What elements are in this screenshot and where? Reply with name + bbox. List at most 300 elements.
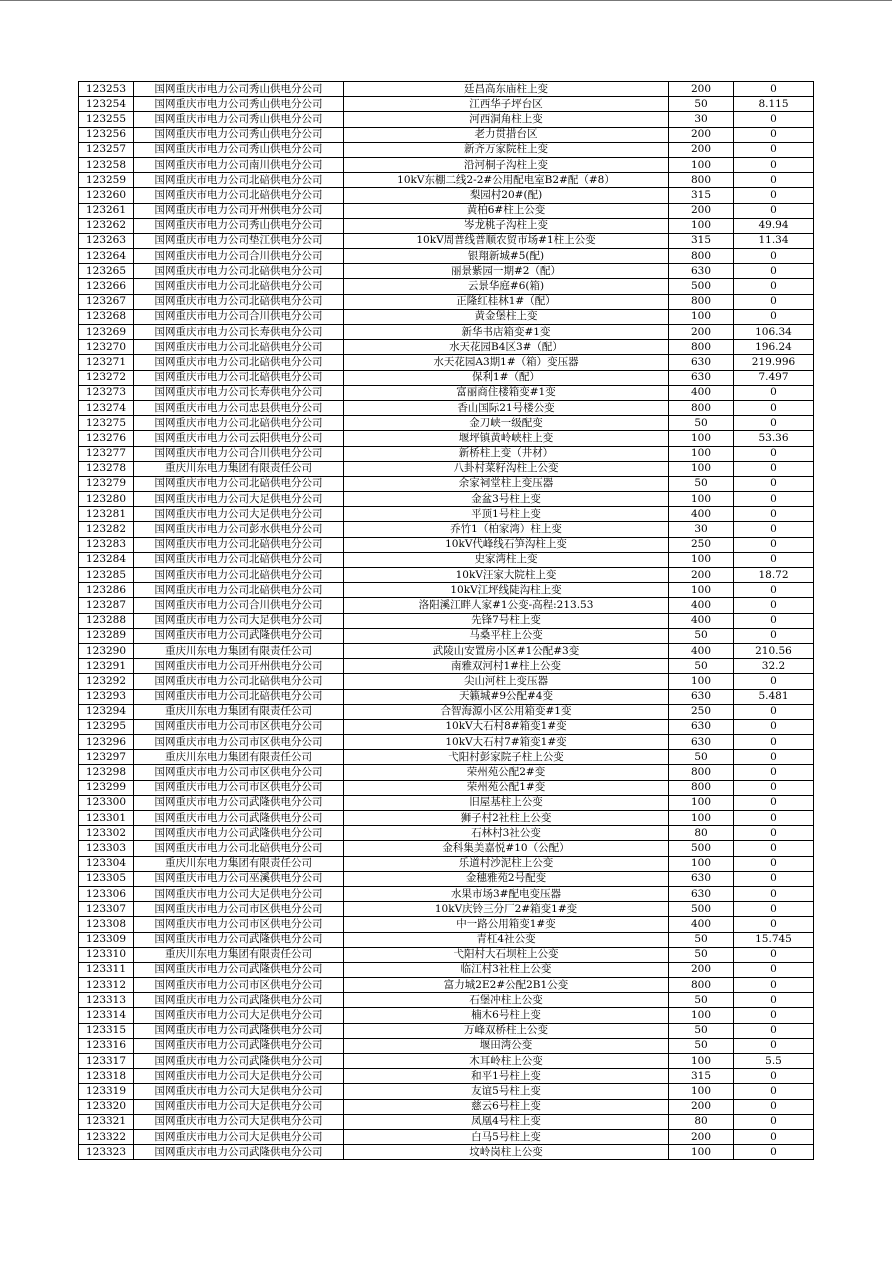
record-id-cell: 123259 [79, 173, 134, 188]
table-row [79, 719, 814, 734]
value-cell: 0 [734, 750, 814, 765]
company-cell: 国网重庆市电力公司北碚供电分公司 [134, 188, 344, 203]
table-row [79, 112, 814, 127]
company-cell: 国网重庆市电力公司北碚供电分公司 [134, 583, 344, 598]
value-cell: 0 [734, 1038, 814, 1053]
capacity-cell: 500 [669, 841, 734, 856]
record-id-cell: 123280 [79, 492, 134, 507]
transformer-name-cell: 丽景紫园一期#2（配） [344, 264, 669, 279]
table-body [79, 82, 814, 1160]
table-row [79, 978, 814, 993]
transformer-name-cell: 合智海源小区公用箱变#1变 [344, 704, 669, 719]
value-cell: 0 [734, 1008, 814, 1023]
record-id-cell: 123298 [79, 765, 134, 780]
record-id-cell: 123305 [79, 871, 134, 886]
transformer-name-cell: 岑龙桃子沟柱上变 [344, 218, 669, 233]
company-cell: 国网重庆市电力公司北碚供电分公司 [134, 674, 344, 689]
capacity-cell: 50 [669, 1023, 734, 1038]
table-row [79, 750, 814, 765]
value-cell: 0 [734, 993, 814, 1008]
transformer-name-cell: 老力贯措台区 [344, 127, 669, 142]
record-id-cell: 123313 [79, 993, 134, 1008]
value-cell: 0 [734, 279, 814, 294]
record-id-cell: 123262 [79, 218, 134, 233]
value-cell: 0 [734, 1069, 814, 1084]
table-row [79, 765, 814, 780]
value-cell: 0 [734, 82, 814, 97]
transformer-name-cell: 临江村3社柱上公变 [344, 962, 669, 977]
capacity-cell: 100 [669, 674, 734, 689]
transformer-name-cell: 史家湾柱上变 [344, 552, 669, 567]
company-cell: 国网重庆市电力公司秀山供电分公司 [134, 218, 344, 233]
capacity-cell: 500 [669, 279, 734, 294]
transformer-name-cell: 10kV江坪线陡沟柱上变 [344, 583, 669, 598]
transformer-name-cell: 坟岭岗柱上公变 [344, 1145, 669, 1160]
value-cell: 0 [734, 173, 814, 188]
capacity-cell: 630 [669, 355, 734, 370]
record-id-cell: 123272 [79, 370, 134, 385]
record-id-cell: 123265 [79, 264, 134, 279]
capacity-cell: 50 [669, 416, 734, 431]
table-row [79, 947, 814, 962]
value-cell: 0 [734, 978, 814, 993]
value-cell: 0 [734, 127, 814, 142]
record-id-cell: 123293 [79, 689, 134, 704]
company-cell: 国网重庆市电力公司武隆供电分公司 [134, 932, 344, 947]
value-cell: 15.745 [734, 932, 814, 947]
record-id-cell: 123282 [79, 522, 134, 537]
capacity-cell: 630 [669, 264, 734, 279]
table-row [79, 552, 814, 567]
value-cell: 196.24 [734, 340, 814, 355]
capacity-cell: 400 [669, 917, 734, 932]
transformer-name-cell: 云景华庭#6(箱) [344, 279, 669, 294]
value-cell: 0 [734, 309, 814, 324]
record-id-cell: 123316 [79, 1038, 134, 1053]
table-row [79, 674, 814, 689]
company-cell: 国网重庆市电力公司大足供电分公司 [134, 507, 344, 522]
company-cell: 国网重庆市电力公司秀山供电分公司 [134, 142, 344, 157]
capacity-cell: 800 [669, 400, 734, 415]
table-row [79, 218, 814, 233]
value-cell: 0 [734, 583, 814, 598]
table-row [79, 962, 814, 977]
company-cell: 国网重庆市电力公司大足供电分公司 [134, 492, 344, 507]
capacity-cell: 200 [669, 325, 734, 340]
transformer-name-cell: 河西洞角柱上变 [344, 112, 669, 127]
record-id-cell: 123302 [79, 826, 134, 841]
capacity-cell: 100 [669, 1145, 734, 1160]
transformer-name-cell: 凤凰4号柱上变 [344, 1114, 669, 1129]
transformer-name-cell: 梨园村20#(配) [344, 188, 669, 203]
capacity-cell: 200 [669, 82, 734, 97]
table-row [79, 993, 814, 1008]
table-row [79, 400, 814, 415]
transformer-name-cell: 弋阳村大石坝柱上公变 [344, 947, 669, 962]
transformer-name-cell: 青杠4社公变 [344, 932, 669, 947]
record-id-cell: 123276 [79, 431, 134, 446]
table-row [79, 583, 814, 598]
table-row [79, 841, 814, 856]
value-cell: 0 [734, 157, 814, 172]
record-id-cell: 123301 [79, 811, 134, 826]
transformer-name-cell: 堰坪镇黄岭峡柱上变 [344, 431, 669, 446]
company-cell: 国网重庆市电力公司北碚供电分公司 [134, 279, 344, 294]
transformer-name-cell: 平顶1号柱上变 [344, 507, 669, 522]
table-row [79, 1054, 814, 1069]
value-cell: 5.5 [734, 1054, 814, 1069]
company-cell: 国网重庆市电力公司武隆供电分公司 [134, 1054, 344, 1069]
value-cell: 0 [734, 203, 814, 218]
transformer-name-cell: 10kV周普线普顺农贸市场#1柱上公变 [344, 233, 669, 248]
value-cell: 32.2 [734, 659, 814, 674]
value-cell: 0 [734, 294, 814, 309]
record-id-cell: 123264 [79, 249, 134, 264]
value-cell: 7.497 [734, 370, 814, 385]
company-cell: 国网重庆市电力公司秀山供电分公司 [134, 82, 344, 97]
table-row [79, 689, 814, 704]
record-id-cell: 123290 [79, 643, 134, 658]
table-row [79, 1023, 814, 1038]
capacity-cell: 630 [669, 735, 734, 750]
table-row [79, 598, 814, 613]
company-cell: 重庆川东电力集团有限责任公司 [134, 461, 344, 476]
value-cell: 0 [734, 492, 814, 507]
capacity-cell: 100 [669, 811, 734, 826]
transformer-name-cell: 富丽商住楼箱变#1变 [344, 385, 669, 400]
value-cell: 106.34 [734, 325, 814, 340]
table-row [79, 309, 814, 324]
value-cell: 0 [734, 704, 814, 719]
capacity-cell: 100 [669, 1008, 734, 1023]
company-cell: 国网重庆市电力公司大足供电分公司 [134, 1008, 344, 1023]
company-cell: 国网重庆市电力公司市区供电分公司 [134, 917, 344, 932]
table-row [79, 97, 814, 112]
capacity-cell: 315 [669, 1069, 734, 1084]
table-row [79, 249, 814, 264]
capacity-cell: 400 [669, 507, 734, 522]
table-row [79, 1084, 814, 1099]
record-id-cell: 123286 [79, 583, 134, 598]
capacity-cell: 200 [669, 1099, 734, 1114]
capacity-cell: 50 [669, 993, 734, 1008]
value-cell: 0 [734, 674, 814, 689]
value-cell: 0 [734, 735, 814, 750]
table-row [79, 385, 814, 400]
capacity-cell: 50 [669, 932, 734, 947]
transformer-name-cell: 10kV东棚二线2-2#公用配电室B2#配（#8） [344, 173, 669, 188]
record-id-cell: 123296 [79, 735, 134, 750]
value-cell: 0 [734, 537, 814, 552]
page-top-rule [0, 0, 892, 1]
value-cell: 49.94 [734, 218, 814, 233]
transformer-name-cell: 楠木6号柱上变 [344, 1008, 669, 1023]
company-cell: 国网重庆市电力公司秀山供电分公司 [134, 112, 344, 127]
transformer-name-cell: 尖山河柱上变压器 [344, 674, 669, 689]
company-cell: 国网重庆市电力公司大足供电分公司 [134, 1069, 344, 1084]
table-row [79, 902, 814, 917]
capacity-cell: 200 [669, 127, 734, 142]
capacity-cell: 630 [669, 871, 734, 886]
transformer-name-cell: 黄柏6#柱上公变 [344, 203, 669, 218]
value-cell: 0 [734, 507, 814, 522]
value-cell: 0 [734, 385, 814, 400]
value-cell: 0 [734, 112, 814, 127]
transformer-name-cell: 金刀峡一级配变 [344, 416, 669, 431]
company-cell: 国网重庆市电力公司武隆供电分公司 [134, 1145, 344, 1160]
capacity-cell: 250 [669, 537, 734, 552]
transformer-name-cell: 洛阳溪江畔人家#1公变-高程:213.53 [344, 598, 669, 613]
record-id-cell: 123294 [79, 704, 134, 719]
capacity-cell: 30 [669, 522, 734, 537]
table-row [79, 522, 814, 537]
company-cell: 国网重庆市电力公司云阳供电分公司 [134, 431, 344, 446]
capacity-cell: 200 [669, 568, 734, 583]
transformer-name-cell: 黄金堡柱上变 [344, 309, 669, 324]
transformer-name-cell: 新华书店箱变#1变 [344, 325, 669, 340]
value-cell: 5.481 [734, 689, 814, 704]
table-row [79, 294, 814, 309]
value-cell: 0 [734, 1129, 814, 1144]
transformer-name-cell: 富力城2E2#公配2B1公变 [344, 978, 669, 993]
value-cell: 18.72 [734, 568, 814, 583]
table-row [79, 886, 814, 901]
transformer-name-cell: 保利1#（配） [344, 370, 669, 385]
record-id-cell: 123307 [79, 902, 134, 917]
company-cell: 重庆川东电力集团有限责任公司 [134, 643, 344, 658]
transformer-name-cell: 银翔新城#5(配) [344, 249, 669, 264]
capacity-cell: 800 [669, 340, 734, 355]
value-cell: 53.36 [734, 431, 814, 446]
company-cell: 国网重庆市电力公司合川供电分公司 [134, 598, 344, 613]
record-id-cell: 123254 [79, 97, 134, 112]
value-cell: 0 [734, 886, 814, 901]
capacity-cell: 800 [669, 249, 734, 264]
value-cell: 0 [734, 416, 814, 431]
capacity-cell: 50 [669, 947, 734, 962]
value-cell: 0 [734, 962, 814, 977]
company-cell: 国网重庆市电力公司北碚供电分公司 [134, 370, 344, 385]
record-id-cell: 123285 [79, 568, 134, 583]
table-row [79, 628, 814, 643]
transformer-name-cell: 荣州苑公配2#变 [344, 765, 669, 780]
company-cell: 国网重庆市电力公司北碚供电分公司 [134, 173, 344, 188]
company-cell: 国网重庆市电力公司市区供电分公司 [134, 978, 344, 993]
company-cell: 国网重庆市电力公司开州供电分公司 [134, 659, 344, 674]
transformer-name-cell: 天籁城#9公配#4变 [344, 689, 669, 704]
record-id-cell: 123261 [79, 203, 134, 218]
capacity-cell: 100 [669, 309, 734, 324]
table-row [79, 1069, 814, 1084]
value-cell: 0 [734, 719, 814, 734]
value-cell: 0 [734, 400, 814, 415]
company-cell: 国网重庆市电力公司北碚供电分公司 [134, 355, 344, 370]
table-row [79, 1008, 814, 1023]
table-row [79, 188, 814, 203]
company-cell: 国网重庆市电力公司武隆供电分公司 [134, 826, 344, 841]
capacity-cell: 800 [669, 765, 734, 780]
value-cell: 0 [734, 1099, 814, 1114]
record-id-cell: 123292 [79, 674, 134, 689]
company-cell: 国网重庆市电力公司北碚供电分公司 [134, 340, 344, 355]
value-cell: 0 [734, 264, 814, 279]
table-row [79, 370, 814, 385]
capacity-cell: 50 [669, 476, 734, 491]
table-row [79, 1038, 814, 1053]
company-cell: 国网重庆市电力公司北碚供电分公司 [134, 264, 344, 279]
transformer-name-cell: 水果市场3#配电变压器 [344, 886, 669, 901]
table-row [79, 82, 814, 97]
transformer-name-cell: 乔竹1（柏家湾）柱上变 [344, 522, 669, 537]
transformer-name-cell: 和平1号柱上变 [344, 1069, 669, 1084]
company-cell: 国网重庆市电力公司长寿供电分公司 [134, 325, 344, 340]
table-row [79, 173, 814, 188]
company-cell: 国网重庆市电力公司北碚供电分公司 [134, 841, 344, 856]
table-row [79, 795, 814, 810]
capacity-cell: 50 [669, 659, 734, 674]
value-cell: 0 [734, 841, 814, 856]
value-cell: 0 [734, 902, 814, 917]
capacity-cell: 315 [669, 188, 734, 203]
capacity-cell: 400 [669, 613, 734, 628]
capacity-cell: 800 [669, 780, 734, 795]
company-cell: 国网重庆市电力公司北碚供电分公司 [134, 552, 344, 567]
value-cell: 11.34 [734, 233, 814, 248]
table-row [79, 1099, 814, 1114]
value-cell: 0 [734, 188, 814, 203]
record-id-cell: 123284 [79, 552, 134, 567]
record-id-cell: 123273 [79, 385, 134, 400]
table-row [79, 1145, 814, 1160]
company-cell: 国网重庆市电力公司大足供电分公司 [134, 613, 344, 628]
table-row [79, 1129, 814, 1144]
transformer-name-cell: 金盆3号柱上变 [344, 492, 669, 507]
company-cell: 国网重庆市电力公司武隆供电分公司 [134, 795, 344, 810]
transformer-name-cell: 江西华子坪台区 [344, 97, 669, 112]
table-row [79, 811, 814, 826]
table-row [79, 279, 814, 294]
transformer-name-cell: 乐道村沙泥柱上公变 [344, 856, 669, 871]
company-cell: 国网重庆市电力公司大足供电分公司 [134, 1084, 344, 1099]
company-cell: 国网重庆市电力公司长寿供电分公司 [134, 385, 344, 400]
capacity-cell: 630 [669, 719, 734, 734]
capacity-cell: 400 [669, 385, 734, 400]
record-id-cell: 123277 [79, 446, 134, 461]
transformer-name-cell: 马桑平柱上公变 [344, 628, 669, 643]
capacity-cell: 200 [669, 203, 734, 218]
capacity-cell: 100 [669, 583, 734, 598]
value-cell: 0 [734, 947, 814, 962]
transformer-name-cell: 金科集美嘉悦#10（公配） [344, 841, 669, 856]
record-id-cell: 123322 [79, 1129, 134, 1144]
company-cell: 国网重庆市电力公司市区供电分公司 [134, 765, 344, 780]
transformer-name-cell: 10kV庆铃三分厂2#箱变1#变 [344, 902, 669, 917]
table-row [79, 431, 814, 446]
value-cell: 0 [734, 613, 814, 628]
capacity-cell: 200 [669, 142, 734, 157]
table-row [79, 917, 814, 932]
table-row [79, 157, 814, 172]
capacity-cell: 100 [669, 431, 734, 446]
capacity-cell: 800 [669, 173, 734, 188]
value-cell: 0 [734, 917, 814, 932]
value-cell: 0 [734, 628, 814, 643]
record-id-cell: 123306 [79, 886, 134, 901]
company-cell: 国网重庆市电力公司巫溪供电分公司 [134, 871, 344, 886]
record-id-cell: 123266 [79, 279, 134, 294]
record-id-cell: 123315 [79, 1023, 134, 1038]
record-id-cell: 123278 [79, 461, 134, 476]
table-row [79, 1114, 814, 1129]
value-cell: 0 [734, 826, 814, 841]
value-cell: 0 [734, 1114, 814, 1129]
transformer-name-cell: 石堡冲柱上公变 [344, 993, 669, 1008]
record-id-cell: 123267 [79, 294, 134, 309]
record-id-cell: 123312 [79, 978, 134, 993]
transformer-name-cell: 武陵山安置房小区#1公配#3变 [344, 643, 669, 658]
record-id-cell: 123321 [79, 1114, 134, 1129]
capacity-cell: 630 [669, 370, 734, 385]
company-cell: 国网重庆市电力公司北碚供电分公司 [134, 294, 344, 309]
company-cell: 重庆川东电力集团有限责任公司 [134, 947, 344, 962]
capacity-cell: 50 [669, 750, 734, 765]
company-cell: 国网重庆市电力公司合川供电分公司 [134, 249, 344, 264]
capacity-cell: 100 [669, 492, 734, 507]
record-id-cell: 123317 [79, 1054, 134, 1069]
capacity-cell: 100 [669, 552, 734, 567]
transformer-name-cell: 狮子村2社柱上公变 [344, 811, 669, 826]
table-row [79, 416, 814, 431]
capacity-cell: 50 [669, 1038, 734, 1053]
capacity-cell: 80 [669, 826, 734, 841]
company-cell: 国网重庆市电力公司秀山供电分公司 [134, 127, 344, 142]
company-cell: 国网重庆市电力公司市区供电分公司 [134, 719, 344, 734]
transformer-name-cell: 友谊5号柱上变 [344, 1084, 669, 1099]
transformer-name-cell: 堰田湾公变 [344, 1038, 669, 1053]
record-id-cell: 123308 [79, 917, 134, 932]
capacity-cell: 50 [669, 97, 734, 112]
value-cell: 219.996 [734, 355, 814, 370]
capacity-cell: 100 [669, 1054, 734, 1069]
capacity-cell: 630 [669, 689, 734, 704]
company-cell: 重庆川东电力集团有限责任公司 [134, 704, 344, 719]
value-cell: 0 [734, 1023, 814, 1038]
table-row [79, 856, 814, 871]
transformer-name-cell: 旧屋基柱上公变 [344, 795, 669, 810]
company-cell: 国网重庆市电力公司大足供电分公司 [134, 886, 344, 901]
record-id-cell: 123287 [79, 598, 134, 613]
table-row [79, 355, 814, 370]
company-cell: 国网重庆市电力公司武隆供电分公司 [134, 993, 344, 1008]
table-row [79, 507, 814, 522]
record-id-cell: 123319 [79, 1084, 134, 1099]
value-cell: 0 [734, 446, 814, 461]
transformer-name-cell: 先锋7号柱上变 [344, 613, 669, 628]
company-cell: 国网重庆市电力公司南川供电分公司 [134, 157, 344, 172]
record-id-cell: 123271 [79, 355, 134, 370]
table-row [79, 127, 814, 142]
company-cell: 国网重庆市电力公司市区供电分公司 [134, 902, 344, 917]
company-cell: 国网重庆市电力公司北碚供电分公司 [134, 689, 344, 704]
company-cell: 国网重庆市电力公司武隆供电分公司 [134, 1038, 344, 1053]
record-id-cell: 123258 [79, 157, 134, 172]
company-cell: 国网重庆市电力公司大足供电分公司 [134, 1099, 344, 1114]
value-cell: 0 [734, 811, 814, 826]
transformer-name-cell: 石林村3社公变 [344, 826, 669, 841]
value-cell: 0 [734, 476, 814, 491]
value-cell: 0 [734, 856, 814, 871]
value-cell: 0 [734, 249, 814, 264]
